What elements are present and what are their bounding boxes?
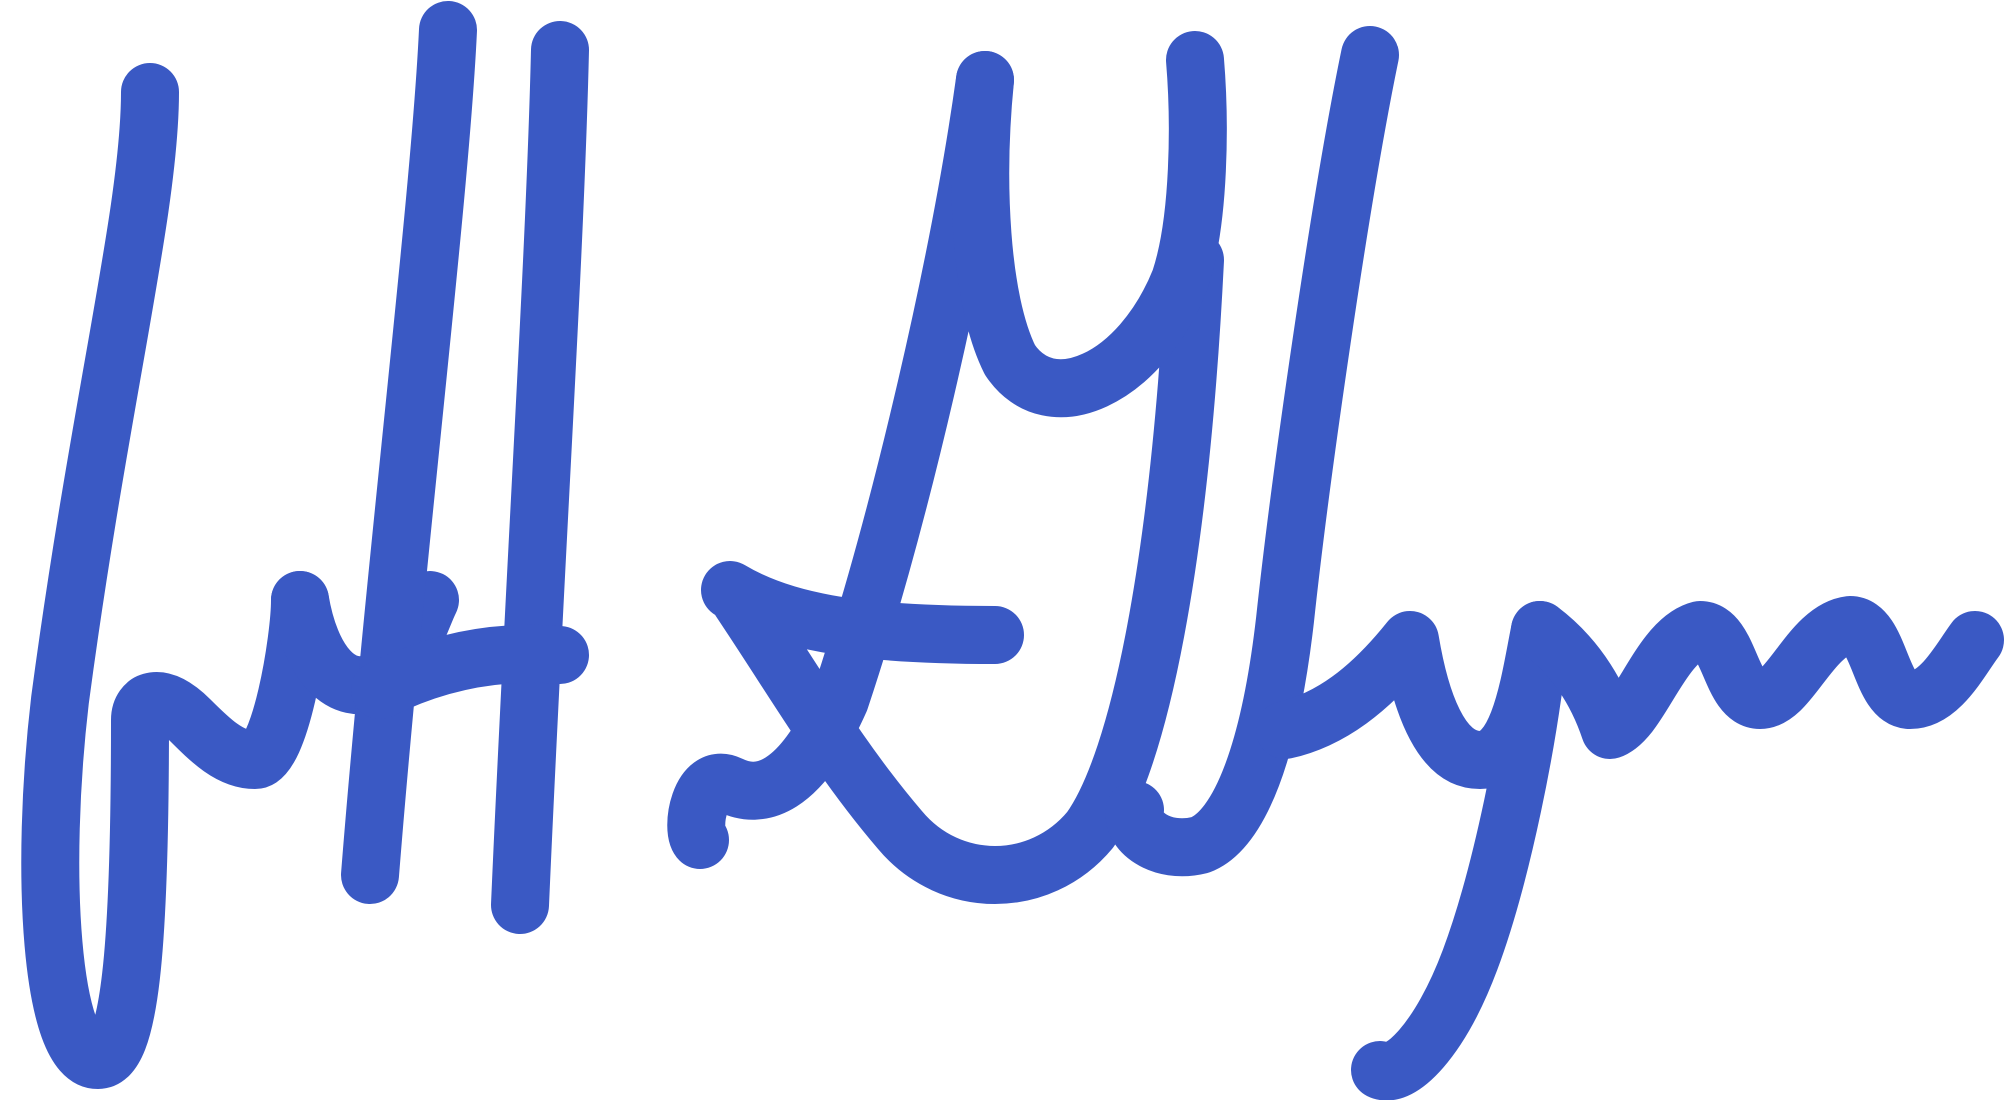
stroke-letter-y [1285, 630, 1540, 1072]
stroke-letter-l [696, 80, 1195, 875]
stroke-letter-j [50, 92, 300, 1060]
stroke-letter-g-loop [980, 60, 1197, 388]
stroke-letter-n [1540, 625, 1975, 730]
stroke-letter-f-1 [370, 30, 448, 875]
stroke-letter-f-2 [520, 50, 560, 905]
signature-ink-strokes [50, 30, 1975, 1072]
